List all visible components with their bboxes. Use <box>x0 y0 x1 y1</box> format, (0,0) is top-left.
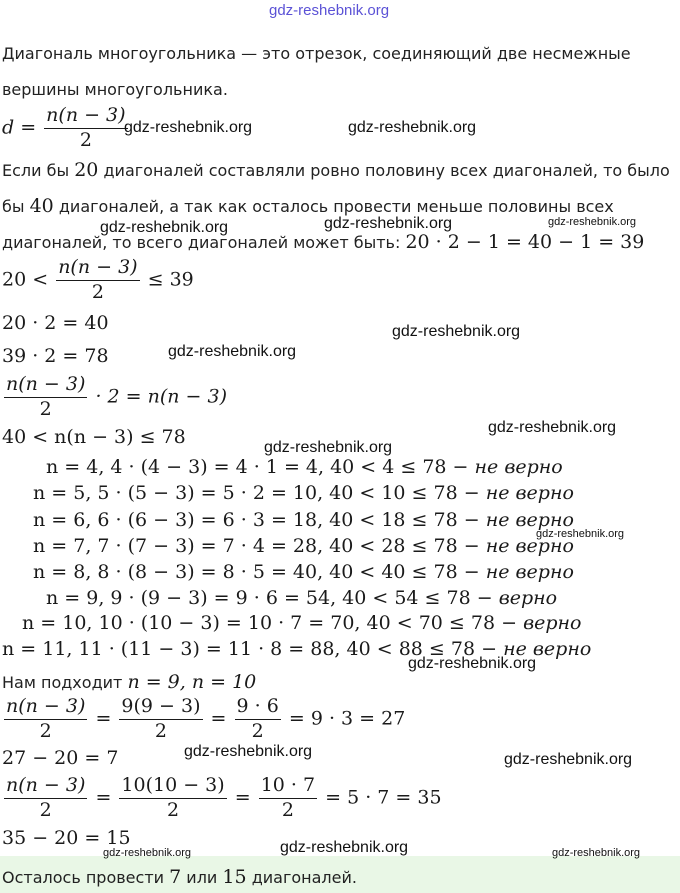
check-row: n = 8, 8 · (8 − 3) = 8 · 5 = 40, 40 < 40 ≤ 78 − не верно <box>33 561 574 583</box>
intro-line-1: Диагональ многоугольника — это отрезок, соединяющий две несмежные <box>2 44 631 63</box>
site-header-link[interactable]: gdz-reshebnik.org <box>269 2 390 19</box>
check-row: n = 7, 7 · (7 − 3) = 7 · 4 = 28, 40 < 28 ≤ 78 − не верно <box>33 535 574 557</box>
watermark: gdz-reshebnik.org <box>264 439 393 456</box>
inequality-1: 20 < $\frac{n(n - 3)}{2}$ ≤ 39 <box>2 256 194 303</box>
calc-n10: $\frac{n(n - 3)}{2}$ = $\frac{10(10 - 3)}{2}$ = $\frac{10 \cdot 7}{2}$ = 5 · 7 = 35 <box>6 774 442 821</box>
watermark: gdz-reshebnik.org <box>408 655 537 672</box>
watermark: gdz-reshebnik.org <box>280 839 409 856</box>
check-row: n = 6, 6 · (6 − 3) = 6 · 3 = 18, 40 < 18 ≤ 78 − не верно <box>33 509 574 531</box>
intro-line-2: вершины многоугольника. <box>2 80 228 99</box>
inequality-2: 40 < n(n − 3) ≤ 78 <box>2 426 186 448</box>
fits-line: Нам подходит n = 9, n = 10 <box>2 671 257 693</box>
watermark: gdz-reshebnik.org <box>504 751 633 768</box>
answer-line: Осталось провести 7 или 15 диагоналей. <box>2 866 357 888</box>
watermark: gdz-reshebnik.org <box>124 119 253 136</box>
watermark: gdz-reshebnik.org <box>488 419 617 436</box>
watermark: gdz-reshebnik.org <box>168 343 297 360</box>
check-row: n = 10, 10 · (10 − 3) = 10 · 7 = 70, 40 < 70 ≤ 78 − верно <box>22 612 582 634</box>
diagonal-formula: d = $\frac{n(n - 3)}{2}$ <box>2 104 126 151</box>
equation-39x2: 39 · 2 = 78 <box>2 345 109 367</box>
watermark: gdz-reshebnik.org <box>392 323 521 340</box>
watermark: gdz-reshebnik.org <box>103 847 192 859</box>
watermark: gdz-reshebnik.org <box>548 216 637 228</box>
check-row: n = 4, 4 · (4 − 3) = 4 · 1 = 4, 40 < 4 ≤ 78 − не верно <box>46 456 563 478</box>
check-row: n = 11, 11 · (11 − 3) = 11 · 8 = 88, 40 < 88 ≤ 78 − не верно <box>2 638 592 660</box>
watermark: gdz-reshebnik.org <box>100 219 229 236</box>
equation-times-2: $\frac{n(n - 3)}{2}$ · 2 = n(n − 3) <box>6 373 227 420</box>
calc-n9: $\frac{n(n - 3)}{2}$ = $\frac{9(9 - 3)}{2}$ = $\frac{9 \cdot 6}{2}$ = 9 · 3 = 27 <box>6 695 406 742</box>
watermark: gdz-reshebnik.org <box>184 743 313 760</box>
check-row: n = 5, 5 · (5 − 3) = 5 · 2 = 10, 40 < 10 ≤ 78 − не верно <box>33 482 574 504</box>
watermark: gdz-reshebnik.org <box>536 528 625 540</box>
watermark: gdz-reshebnik.org <box>552 847 641 859</box>
para-line-3: диагоналей, то всего диагоналей может быть: 20 · 2 − 1 = 40 − 1 = 39 <box>2 231 645 253</box>
subtraction-2: 35 − 20 = 15 <box>2 827 131 849</box>
para-line-2: бы 40 диагоналей, а так как осталось провести меньше половины всех <box>2 195 614 217</box>
watermark: gdz-reshebnik.org <box>348 119 477 136</box>
equation-20x2: 20 · 2 = 40 <box>2 312 109 334</box>
check-row: n = 9, 9 · (9 − 3) = 9 · 6 = 54, 40 < 54 ≤ 78 − верно <box>46 587 558 609</box>
subtraction-1: 27 − 20 = 7 <box>2 747 119 769</box>
watermark: gdz-reshebnik.org <box>324 215 453 232</box>
para-line-1: Если бы 20 диагоналей составляли ровно половину всех диагоналей, то было <box>2 159 670 181</box>
